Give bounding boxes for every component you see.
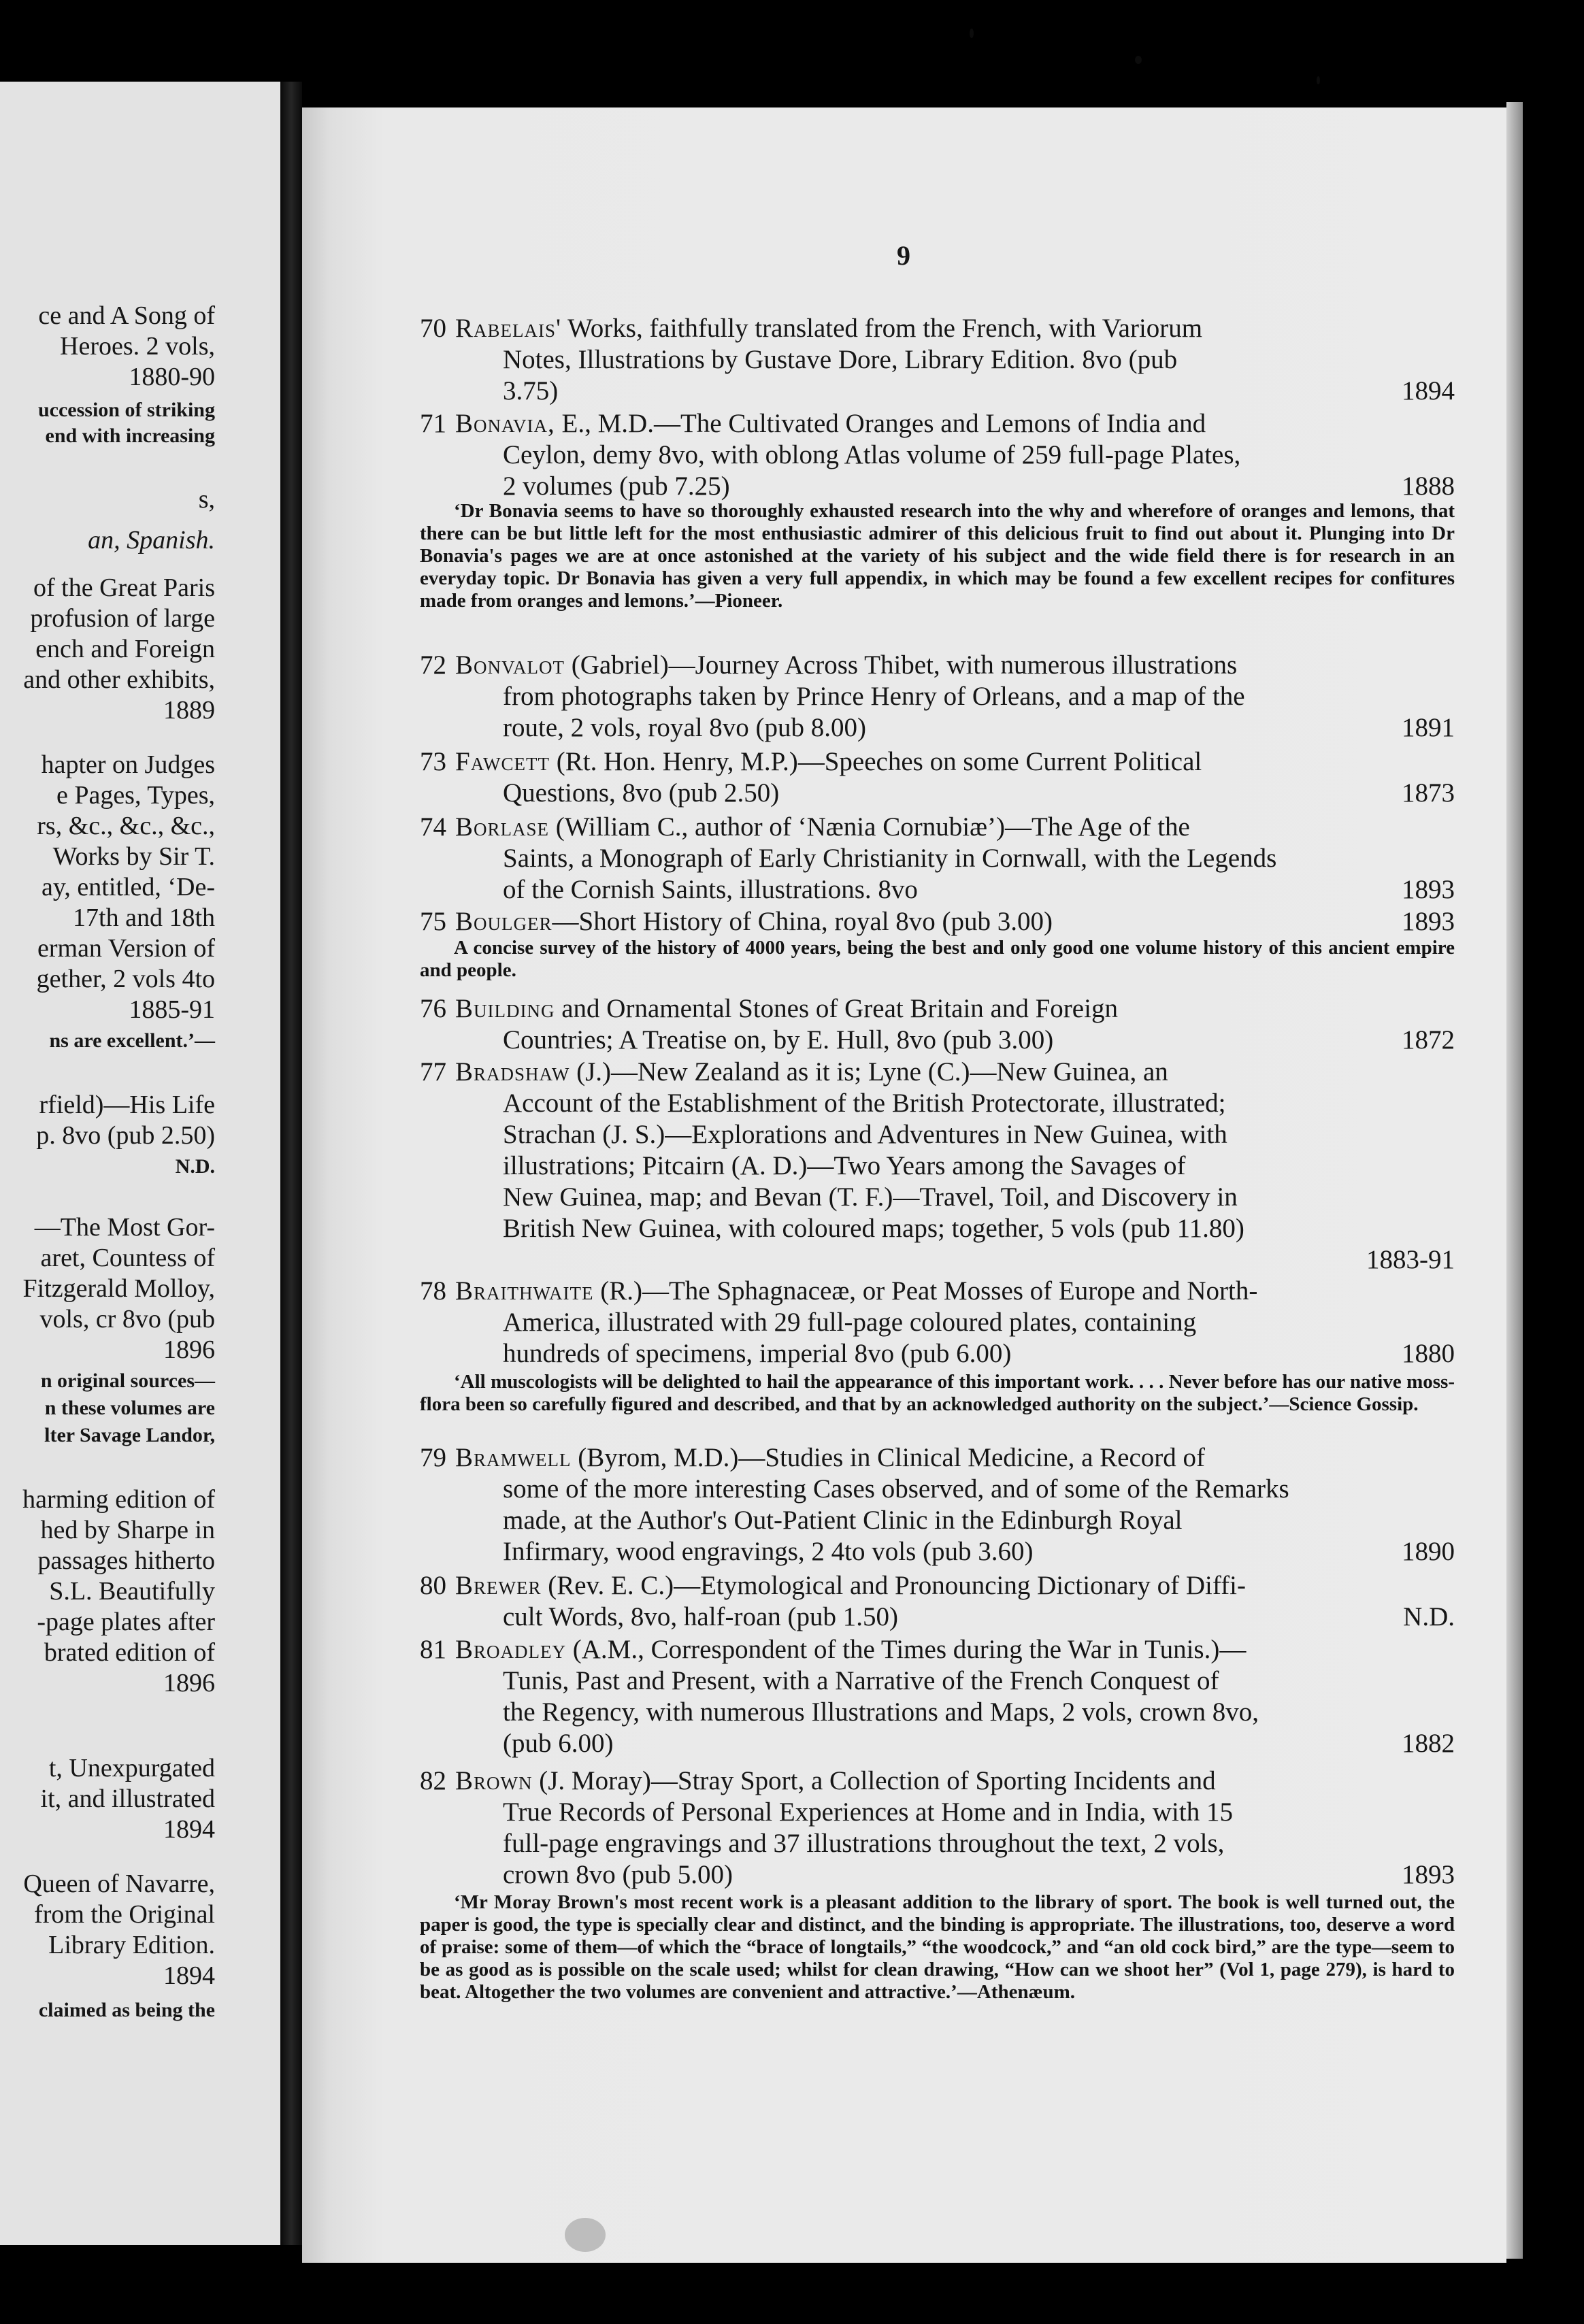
entry-first-line — [420, 1057, 1168, 1088]
facing-page-line: -page plates after — [37, 1608, 215, 1636]
facing-page-line: ay, entitled, ‘De- — [42, 873, 215, 901]
entry-first-line — [420, 906, 1053, 937]
page-edge-shadow — [1506, 102, 1523, 2259]
facing-page-line: rfield)—His Life — [39, 1091, 215, 1119]
entry-continuation-line: of the Cornish Saints, illustrations. 8vo — [503, 875, 918, 904]
entry-number: 80 — [420, 1571, 446, 1600]
entry-number: 75 — [420, 907, 446, 936]
facing-page-line: vols, cr 8vo (pub — [39, 1305, 215, 1333]
entry-continuation-line: (pub 6.00) — [503, 1729, 614, 1758]
facing-page-line: 1889 — [163, 696, 215, 725]
facing-page-line: and other exhibits, — [23, 665, 215, 694]
entry-text: (J.)—New Zealand as it is; Lyne (C.)—New Guinea, an — [570, 1057, 1168, 1086]
entry-text: —Short History of China, royal 8vo (pub 3.00) — [552, 907, 1053, 936]
entry-continuation-line: British New Guinea, with coloured maps; together, 5 vols (pub 11.80) — [503, 1214, 1244, 1243]
entry-continuation-line: the Regency, with numerous Illustrations and Maps, 2 vols, crown 8vo, — [503, 1697, 1259, 1727]
entry-continuation-line: Account of the Establishment of the British Protectorate, illustrated; — [503, 1089, 1226, 1118]
entry-author: Bonavia, — [455, 409, 555, 438]
entry-year: 1888 — [1402, 471, 1455, 501]
entry-number: 73 — [420, 747, 446, 776]
facing-page-line: Queen of Navarre, — [23, 1870, 215, 1898]
facing-page-line: rs, &c., &c., &c., — [37, 812, 215, 840]
facing-page-line: s, — [198, 485, 215, 514]
facing-page-line: Heroes. 2 vols, — [60, 332, 215, 361]
entry-continuation-line: 3.75) — [503, 376, 559, 405]
facing-page-line: end with increasing — [45, 425, 215, 447]
entry-number: 71 — [420, 409, 446, 438]
entry-continuation-line: from photographs taken by Prince Henry of Orleans, and a map of the — [503, 682, 1245, 711]
entry-author: Bonvalot — [455, 650, 565, 680]
facing-page-line: claimed as being the — [38, 1999, 215, 2021]
speck — [565, 2218, 606, 2252]
entry-first-line — [420, 1442, 1205, 1474]
entry-continuation-line: hundreds of specimens, imperial 8vo (pub 6.00) — [503, 1339, 1012, 1368]
entry-text: (A.M., Correspondent of the Times during the War in Tunis.)— — [566, 1635, 1247, 1664]
facing-page-line: 1880-90 — [129, 363, 215, 391]
facing-page-line: of the Great Paris — [33, 574, 215, 602]
entry-year: 1891 — [1402, 713, 1455, 742]
entry-author: Braithwaite — [455, 1276, 594, 1306]
facing-page-line: n these volumes are — [44, 1397, 215, 1419]
entry-author: Rabelais' — [455, 314, 562, 343]
facing-page-line: p. 8vo (pub 2.50) — [36, 1121, 215, 1150]
facing-page-line: 1896 — [163, 1669, 215, 1697]
entry-continuation-line: route, 2 vols, royal 8vo (pub 8.00) — [503, 713, 867, 742]
facing-page-line: n original sources— — [40, 1370, 215, 1392]
facing-page-line: uccession of striking — [37, 399, 215, 421]
facing-page-line: profusion of large — [30, 604, 215, 633]
facing-page-line: N.D. — [175, 1155, 215, 1178]
entry-continuation-line: Questions, 8vo (pub 2.50) — [503, 778, 780, 808]
entry-continuation-line: 2 volumes (pub 7.25) — [503, 471, 730, 501]
review-quote-text: ‘All muscologists will be delighted to hail the appearance of this important work. . . . Never before has our native moss-flora been so carefully figured and described, and that by an acknowledged authority on the subject.’—Science Gossip. — [420, 1371, 1455, 1415]
entry-continuation-line: Countries; A Treatise on, by E. Hull, 8vo (pub 3.00) — [503, 1025, 1054, 1055]
speck — [1317, 76, 1320, 84]
facing-page-line: 1896 — [163, 1335, 215, 1364]
facing-page-line: —The Most Gor- — [34, 1213, 215, 1242]
entry-author: Fawcett — [455, 747, 550, 776]
entry-text: (Rev. E. C.)—Etymological and Pronouncing Dictionary of Diffi- — [541, 1571, 1246, 1600]
entry-continuation-line: some of the more interesting Cases observed, and of some of the Remarks — [503, 1474, 1289, 1504]
entry-year: 1883-91 — [1366, 1245, 1455, 1274]
entry-year: 1872 — [1402, 1025, 1455, 1055]
entry-text: (Byrom, M.D.)—Studies in Clinical Medicine, a Record of — [571, 1443, 1206, 1472]
facing-page-line: 17th and 18th — [73, 903, 215, 932]
entry-year: 1880 — [1402, 1339, 1455, 1368]
entry-author: Brown — [455, 1766, 533, 1795]
entry-text: (J. Moray)—Stray Sport, a Collection of Sporting Incidents and — [532, 1766, 1216, 1795]
entry-number: 81 — [420, 1635, 446, 1664]
entry-number: 76 — [420, 994, 446, 1023]
facing-page-line: passages hitherto — [37, 1546, 215, 1575]
entry-number: 74 — [420, 812, 446, 842]
entry-continuation-line: True Records of Personal Experiences at Home and in India, with 15 — [503, 1797, 1233, 1827]
review-quote — [420, 1371, 1455, 1416]
book-gutter — [280, 82, 302, 2245]
facing-page-line: an, Spanish. — [88, 526, 215, 554]
entry-author: Bradshaw — [455, 1057, 570, 1086]
facing-page-line: lter Savage Landor, — [44, 1424, 215, 1446]
entry-text: (William C., author of ‘Nænia Cornubiæ’)—The Age of the — [549, 812, 1190, 842]
entry-continuation-line: New Guinea, map; and Bevan (T. F.)—Travel, Toil, and Discovery in — [503, 1182, 1238, 1212]
entry-author: Boulger — [455, 907, 552, 936]
entry-year: N.D. — [1403, 1602, 1455, 1631]
facing-page-line: aret, Countess of — [40, 1244, 215, 1272]
facing-page-line: t, Unexpurgated — [48, 1754, 215, 1782]
entry-continuation-line: cult Words, 8vo, half-roan (pub 1.50) — [503, 1602, 899, 1631]
entry-first-line — [420, 812, 1190, 843]
entry-continuation-line: made, at the Author's Out-Patient Clinic in the Edinburgh Royal — [503, 1506, 1183, 1535]
facing-page-line: erman Version of — [37, 934, 215, 963]
review-quote-text: ‘Dr Bonavia seems to have so thoroughly exhausted research into the why and wherefore of oranges and lemons, that there can be but little left for the most enthusiastic admirer of this delicious fruit to find out about it. Plunging into Dr Bonavia's pages we are at once astonished at the variety of his subject and the wide field there is for research in an everyday topic. Dr Bonavia has given a very full appendix, in which may be found a few excellent recipes for confitures made from oranges and lemons.’—Pioneer. — [420, 500, 1455, 612]
facing-page-line: S.L. Beautifully — [49, 1577, 215, 1606]
entry-first-line — [420, 1276, 1257, 1307]
entry-year: 1873 — [1402, 778, 1455, 808]
entry-author: Brewer — [455, 1571, 542, 1600]
facing-page-line: it, and illustrated — [40, 1784, 215, 1813]
facing-page-line: ench and Foreign — [35, 635, 215, 663]
entry-year: 1890 — [1402, 1537, 1455, 1566]
review-quote-text: A concise survey of the history of 4000 years, being the best and only good one volume history of this ancient empire and people. — [420, 937, 1455, 981]
entry-first-line — [420, 1570, 1246, 1601]
entry-first-line — [420, 1634, 1246, 1665]
entry-first-line — [420, 650, 1237, 681]
entry-continuation-line: illustrations; Pitcairn (A. D.)—Two Years among the Savages of — [503, 1151, 1186, 1180]
entry-continuation-line: full-page engravings and 37 illustrations throughout the text, 2 vols, — [503, 1829, 1225, 1858]
entry-number: 72 — [420, 650, 446, 680]
entry-author: Broadley — [455, 1635, 567, 1664]
facing-page-fragment — [0, 82, 280, 2245]
entry-first-line — [420, 1765, 1216, 1797]
entry-number: 82 — [420, 1766, 446, 1795]
entry-number: 78 — [420, 1276, 446, 1306]
facing-page-line: 1885-91 — [129, 995, 215, 1024]
facing-page-line: 1894 — [163, 1815, 215, 1844]
entry-number: 70 — [420, 314, 446, 343]
entry-first-line — [420, 313, 1202, 344]
entry-author: Bramwell — [455, 1443, 572, 1472]
entry-continuation-line: Notes, Illustrations by Gustave Dore, Library Edition. 8vo (pub — [503, 345, 1178, 374]
entry-year: 1893 — [1402, 907, 1455, 936]
entry-continuation-line: America, illustrated with 29 full-page coloured plates, containing — [503, 1308, 1197, 1337]
entry-continuation-line: Strachan (J. S.)—Explorations and Adventures in New Guinea, with — [503, 1120, 1227, 1149]
review-quote — [420, 500, 1455, 612]
entry-continuation-line: Ceylon, demy 8vo, with oblong Atlas volume of 259 full-page Plates, — [503, 440, 1241, 469]
entry-first-line — [420, 408, 1206, 439]
facing-page-line: from the Original — [34, 1900, 215, 1929]
entry-text: and Ornamental Stones of Great Britain and Foreign — [555, 994, 1118, 1023]
review-quote — [420, 1891, 1455, 2004]
entry-continuation-line: Infirmary, wood engravings, 2 4to vols (pub 3.60) — [503, 1537, 1034, 1566]
entry-first-line — [420, 746, 1202, 778]
page-number: 9 — [897, 240, 910, 271]
facing-page-line: Fitzgerald Molloy, — [22, 1274, 215, 1303]
speck — [1135, 56, 1142, 64]
entry-year: 1893 — [1402, 1860, 1455, 1889]
entry-text: (Rt. Hon. Henry, M.P.)—Speeches on some Current Political — [550, 747, 1202, 776]
facing-page-line: ce and A Song of — [38, 301, 215, 330]
facing-page-line: harming edition of — [22, 1485, 215, 1514]
facing-page-line: hed by Sharpe in — [40, 1516, 215, 1544]
facing-page-line: e Pages, Types, — [56, 781, 215, 810]
facing-page-line: ns are excellent.’— — [49, 1029, 215, 1052]
entry-first-line — [420, 993, 1118, 1025]
facing-page-line: brated edition of — [44, 1638, 215, 1667]
speck — [970, 29, 974, 38]
entry-continuation-line: Tunis, Past and Present, with a Narrative of the French Conquest of — [503, 1666, 1219, 1695]
entry-year: 1894 — [1402, 376, 1455, 405]
entry-text: E., M.D.—The Cultivated Oranges and Lemons of India and — [555, 409, 1206, 438]
review-quote — [420, 937, 1455, 982]
entry-continuation-line: Saints, a Monograph of Early Christianity in Cornwall, with the Legends — [503, 844, 1277, 873]
entry-year: 1882 — [1402, 1729, 1455, 1758]
entry-text: (Gabriel)—Journey Across Thibet, with numerous illustrations — [565, 650, 1238, 680]
facing-page-line: Works by Sir T. — [52, 842, 215, 871]
facing-page-line: Library Edition. — [48, 1931, 215, 1959]
review-quote-text: ‘Mr Moray Brown's most recent work is a pleasant addition to the library of sport. The book is well turned out, the paper is good, the type is specially clear and distinct, and the binding is appropriate. The illustrations, too, deserve a word of praise: some of them—of which the “brace of longtails,” “the woodcock,” and “an old cock bird,” are the type—seem to be as good as is possible on the scale used; whilst for clean drawing, “How can we shoot her” (Vol 1, page 279), is hard to beat. Altogether the two volumes are convenient and attractive.’—Athenæum. — [420, 1891, 1455, 2003]
entry-author: Borlase — [455, 812, 550, 842]
entry-text: Works, faithfully translated from the French, with Variorum — [561, 314, 1203, 343]
entry-year: 1893 — [1402, 875, 1455, 904]
facing-page-line: gether, 2 vols 4to — [36, 965, 215, 993]
entry-text: (R.)—The Sphagnaceæ, or Peat Mosses of Europe and North- — [593, 1276, 1258, 1306]
entry-author: Building — [455, 994, 555, 1023]
facing-page-line: hapter on Judges — [41, 750, 215, 779]
entry-continuation-line: crown 8vo (pub 5.00) — [503, 1860, 733, 1889]
entry-number: 79 — [420, 1443, 446, 1472]
entry-number: 77 — [420, 1057, 446, 1086]
facing-page-line: 1894 — [163, 1961, 215, 1990]
